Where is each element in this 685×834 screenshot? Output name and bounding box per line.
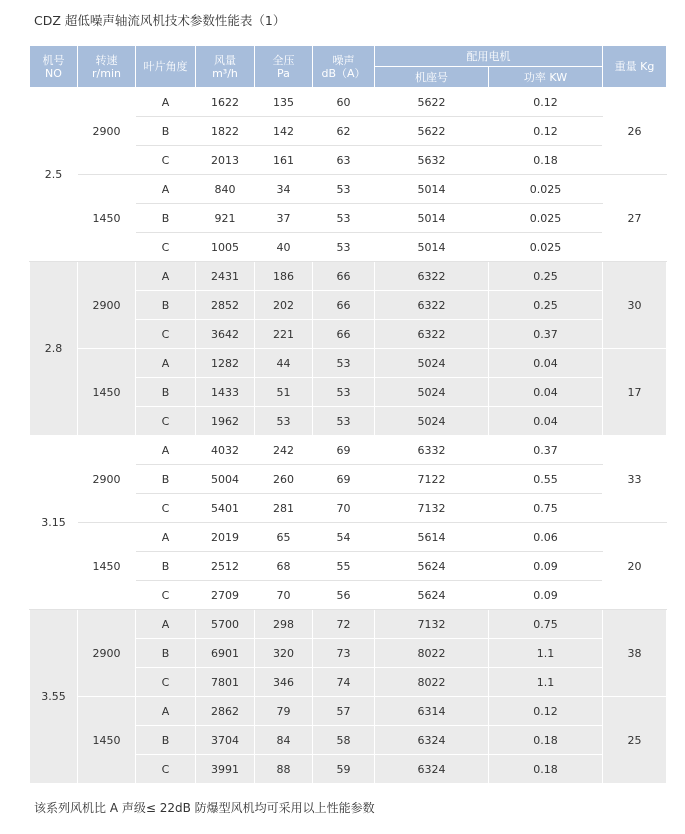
cell-angle: B bbox=[136, 378, 196, 407]
cell-pressure: 34 bbox=[255, 175, 313, 204]
cell-flow: 7801 bbox=[196, 668, 255, 697]
cell-flow: 2852 bbox=[196, 291, 255, 320]
cell-pressure: 346 bbox=[255, 668, 313, 697]
cell-pressure: 70 bbox=[255, 581, 313, 610]
header-motor: 配用电机 bbox=[375, 46, 603, 67]
cell-angle: B bbox=[136, 726, 196, 755]
table-row bbox=[30, 175, 667, 204]
cell-flow: 2019 bbox=[196, 523, 255, 552]
cell-speed: 1450 bbox=[78, 349, 136, 436]
cell-noise: 73 bbox=[313, 639, 375, 668]
cell-flow: 1282 bbox=[196, 349, 255, 378]
cell-motor-power: 0.04 bbox=[489, 378, 603, 407]
header-pressure bbox=[255, 46, 313, 88]
cell-motor-power: 0.09 bbox=[489, 552, 603, 581]
cell-pressure: 84 bbox=[255, 726, 313, 755]
header-speed-unit: r/min bbox=[92, 66, 121, 80]
cell-pressure: 135 bbox=[255, 88, 313, 117]
header-noise bbox=[313, 46, 375, 88]
cell-flow: 2512 bbox=[196, 552, 255, 581]
header-no bbox=[30, 46, 78, 88]
cell-flow: 1005 bbox=[196, 233, 255, 262]
cell-noise: 53 bbox=[313, 204, 375, 233]
cell-flow: 3991 bbox=[196, 755, 255, 784]
cell-flow: 921 bbox=[196, 204, 255, 233]
header-flow bbox=[196, 46, 255, 88]
cell-noise: 59 bbox=[313, 755, 375, 784]
cell-flow: 3704 bbox=[196, 726, 255, 755]
cell-noise: 63 bbox=[313, 146, 375, 175]
cell-motor-power: 0.12 bbox=[489, 88, 603, 117]
cell-noise: 66 bbox=[313, 291, 375, 320]
cell-motor-model: 8022 bbox=[375, 639, 489, 668]
cell-motor-model: 6324 bbox=[375, 755, 489, 784]
cell-no: 3.55 bbox=[30, 610, 78, 784]
cell-motor-model: 5014 bbox=[375, 175, 489, 204]
cell-speed: 2900 bbox=[78, 262, 136, 349]
cell-pressure: 221 bbox=[255, 320, 313, 349]
table-row bbox=[30, 349, 667, 378]
cell-no: 2.5 bbox=[30, 88, 78, 262]
header-noise-label: 噪声 bbox=[332, 53, 355, 67]
cell-weight: 30 bbox=[603, 262, 667, 349]
cell-motor-power: 0.06 bbox=[489, 523, 603, 552]
header-motor-model: 机座号 bbox=[375, 67, 489, 88]
cell-flow: 5004 bbox=[196, 465, 255, 494]
table-row bbox=[30, 88, 667, 117]
cell-motor-power: 0.75 bbox=[489, 494, 603, 523]
cell-pressure: 161 bbox=[255, 146, 313, 175]
header-no-unit: NO bbox=[45, 66, 62, 80]
cell-angle: C bbox=[136, 146, 196, 175]
table-row bbox=[30, 523, 667, 552]
cell-motor-power: 0.37 bbox=[489, 320, 603, 349]
cell-weight: 38 bbox=[603, 610, 667, 697]
cell-angle: B bbox=[136, 465, 196, 494]
cell-motor-model: 5024 bbox=[375, 378, 489, 407]
cell-angle: C bbox=[136, 407, 196, 436]
cell-pressure: 202 bbox=[255, 291, 313, 320]
cell-weight: 17 bbox=[603, 349, 667, 436]
cell-motor-power: 0.09 bbox=[489, 581, 603, 610]
cell-no: 3.15 bbox=[30, 436, 78, 610]
page-title: CDZ 超低噪声轴流风机技术参数性能表（1） bbox=[34, 13, 286, 28]
cell-flow: 2013 bbox=[196, 146, 255, 175]
cell-motor-power: 0.18 bbox=[489, 755, 603, 784]
cell-motor-model: 5014 bbox=[375, 233, 489, 262]
cell-no: 2.8 bbox=[30, 262, 78, 436]
cell-noise: 53 bbox=[313, 233, 375, 262]
cell-angle: A bbox=[136, 175, 196, 204]
cell-noise: 53 bbox=[313, 407, 375, 436]
cell-flow: 1622 bbox=[196, 88, 255, 117]
table-body bbox=[30, 88, 667, 784]
cell-motor-model: 6322 bbox=[375, 320, 489, 349]
cell-weight: 20 bbox=[603, 523, 667, 610]
cell-pressure: 298 bbox=[255, 610, 313, 639]
cell-speed: 2900 bbox=[78, 610, 136, 697]
cell-angle: B bbox=[136, 291, 196, 320]
table-row bbox=[30, 436, 667, 465]
cell-pressure: 242 bbox=[255, 436, 313, 465]
cell-flow: 3642 bbox=[196, 320, 255, 349]
cell-weight: 26 bbox=[603, 88, 667, 175]
cell-motor-power: 0.18 bbox=[489, 726, 603, 755]
cell-noise: 54 bbox=[313, 523, 375, 552]
cell-angle: A bbox=[136, 697, 196, 726]
table-header bbox=[30, 46, 667, 88]
cell-angle: A bbox=[136, 523, 196, 552]
cell-motor-model: 6324 bbox=[375, 726, 489, 755]
cell-motor-power: 0.55 bbox=[489, 465, 603, 494]
header-pressure-label: 全压 bbox=[272, 53, 295, 67]
header-flow-label: 风量 bbox=[214, 53, 236, 67]
cell-flow: 840 bbox=[196, 175, 255, 204]
cell-noise: 72 bbox=[313, 610, 375, 639]
cell-pressure: 53 bbox=[255, 407, 313, 436]
header-no-label: 机号 bbox=[42, 53, 65, 67]
header-angle: 叶片角度 bbox=[136, 46, 196, 88]
cell-noise: 62 bbox=[313, 117, 375, 146]
cell-noise: 58 bbox=[313, 726, 375, 755]
cell-motor-power: 0.025 bbox=[489, 175, 603, 204]
cell-motor-power: 0.04 bbox=[489, 407, 603, 436]
cell-angle: C bbox=[136, 755, 196, 784]
cell-pressure: 37 bbox=[255, 204, 313, 233]
cell-noise: 66 bbox=[313, 262, 375, 291]
cell-pressure: 260 bbox=[255, 465, 313, 494]
cell-speed: 2900 bbox=[78, 88, 136, 175]
header-speed-label: 转速 bbox=[95, 53, 118, 67]
cell-flow: 5700 bbox=[196, 610, 255, 639]
header-pressure-unit: Pa bbox=[277, 66, 290, 80]
cell-motor-model: 6332 bbox=[375, 436, 489, 465]
cell-speed: 1450 bbox=[78, 697, 136, 784]
cell-angle: C bbox=[136, 494, 196, 523]
cell-weight: 27 bbox=[603, 175, 667, 262]
cell-pressure: 65 bbox=[255, 523, 313, 552]
performance-table bbox=[29, 45, 667, 784]
cell-speed: 2900 bbox=[78, 436, 136, 523]
cell-angle: B bbox=[136, 639, 196, 668]
cell-angle: A bbox=[136, 436, 196, 465]
cell-angle: B bbox=[136, 117, 196, 146]
cell-weight: 25 bbox=[603, 697, 667, 784]
header-speed bbox=[78, 46, 136, 88]
cell-pressure: 51 bbox=[255, 378, 313, 407]
cell-noise: 53 bbox=[313, 378, 375, 407]
cell-motor-model: 8022 bbox=[375, 668, 489, 697]
cell-pressure: 320 bbox=[255, 639, 313, 668]
cell-flow: 1822 bbox=[196, 117, 255, 146]
cell-noise: 74 bbox=[313, 668, 375, 697]
cell-flow: 1433 bbox=[196, 378, 255, 407]
cell-angle: A bbox=[136, 349, 196, 378]
cell-motor-power: 0.25 bbox=[489, 262, 603, 291]
cell-pressure: 281 bbox=[255, 494, 313, 523]
cell-flow: 2431 bbox=[196, 262, 255, 291]
cell-motor-model: 5622 bbox=[375, 88, 489, 117]
table-row bbox=[30, 262, 667, 291]
cell-motor-power: 0.18 bbox=[489, 146, 603, 175]
cell-speed: 1450 bbox=[78, 523, 136, 610]
cell-weight: 33 bbox=[603, 436, 667, 523]
cell-flow: 6901 bbox=[196, 639, 255, 668]
cell-noise: 69 bbox=[313, 465, 375, 494]
cell-motor-power: 1.1 bbox=[489, 668, 603, 697]
cell-motor-power: 0.025 bbox=[489, 204, 603, 233]
cell-motor-model: 7132 bbox=[375, 494, 489, 523]
header-motor-power: 功率 KW bbox=[489, 67, 603, 88]
cell-pressure: 186 bbox=[255, 262, 313, 291]
header-noise-unit: dB（A） bbox=[321, 66, 366, 80]
cell-angle: C bbox=[136, 581, 196, 610]
cell-pressure: 142 bbox=[255, 117, 313, 146]
cell-angle: C bbox=[136, 233, 196, 262]
cell-motor-power: 0.37 bbox=[489, 436, 603, 465]
cell-noise: 70 bbox=[313, 494, 375, 523]
cell-flow: 4032 bbox=[196, 436, 255, 465]
cell-motor-model: 6322 bbox=[375, 291, 489, 320]
cell-noise: 56 bbox=[313, 581, 375, 610]
cell-motor-model: 6314 bbox=[375, 697, 489, 726]
cell-motor-power: 0.75 bbox=[489, 610, 603, 639]
cell-noise: 69 bbox=[313, 436, 375, 465]
cell-flow: 2709 bbox=[196, 581, 255, 610]
cell-motor-model: 5624 bbox=[375, 581, 489, 610]
cell-motor-model: 5024 bbox=[375, 407, 489, 436]
cell-motor-model: 5014 bbox=[375, 204, 489, 233]
cell-angle: B bbox=[136, 552, 196, 581]
cell-noise: 53 bbox=[313, 349, 375, 378]
cell-angle: C bbox=[136, 668, 196, 697]
table-row bbox=[30, 697, 667, 726]
cell-flow: 5401 bbox=[196, 494, 255, 523]
cell-motor-model: 5624 bbox=[375, 552, 489, 581]
cell-flow: 2862 bbox=[196, 697, 255, 726]
table-row bbox=[30, 610, 667, 639]
cell-speed: 1450 bbox=[78, 175, 136, 262]
cell-angle: A bbox=[136, 610, 196, 639]
cell-pressure: 79 bbox=[255, 697, 313, 726]
cell-angle: B bbox=[136, 204, 196, 233]
cell-motor-power: 0.12 bbox=[489, 117, 603, 146]
cell-motor-model: 6322 bbox=[375, 262, 489, 291]
cell-motor-power: 0.25 bbox=[489, 291, 603, 320]
cell-motor-power: 0.12 bbox=[489, 697, 603, 726]
header-flow-unit: m³/h bbox=[212, 66, 238, 80]
cell-motor-model: 5614 bbox=[375, 523, 489, 552]
cell-angle: A bbox=[136, 262, 196, 291]
cell-motor-power: 1.1 bbox=[489, 639, 603, 668]
cell-angle: A bbox=[136, 88, 196, 117]
cell-motor-model: 5632 bbox=[375, 146, 489, 175]
cell-noise: 57 bbox=[313, 697, 375, 726]
cell-motor-model: 7132 bbox=[375, 610, 489, 639]
cell-pressure: 40 bbox=[255, 233, 313, 262]
cell-motor-model: 5622 bbox=[375, 117, 489, 146]
cell-pressure: 68 bbox=[255, 552, 313, 581]
cell-noise: 55 bbox=[313, 552, 375, 581]
cell-motor-model: 7122 bbox=[375, 465, 489, 494]
cell-noise: 60 bbox=[313, 88, 375, 117]
cell-motor-power: 0.025 bbox=[489, 233, 603, 262]
cell-noise: 66 bbox=[313, 320, 375, 349]
cell-motor-power: 0.04 bbox=[489, 349, 603, 378]
header-weight: 重量 Kg bbox=[603, 46, 667, 88]
footnote: 该系列风机比 A 声级≤ 22dB 防爆型风机均可采用以上性能参数 bbox=[34, 801, 375, 815]
cell-pressure: 88 bbox=[255, 755, 313, 784]
cell-noise: 53 bbox=[313, 175, 375, 204]
cell-angle: C bbox=[136, 320, 196, 349]
cell-pressure: 44 bbox=[255, 349, 313, 378]
cell-motor-model: 5024 bbox=[375, 349, 489, 378]
cell-flow: 1962 bbox=[196, 407, 255, 436]
